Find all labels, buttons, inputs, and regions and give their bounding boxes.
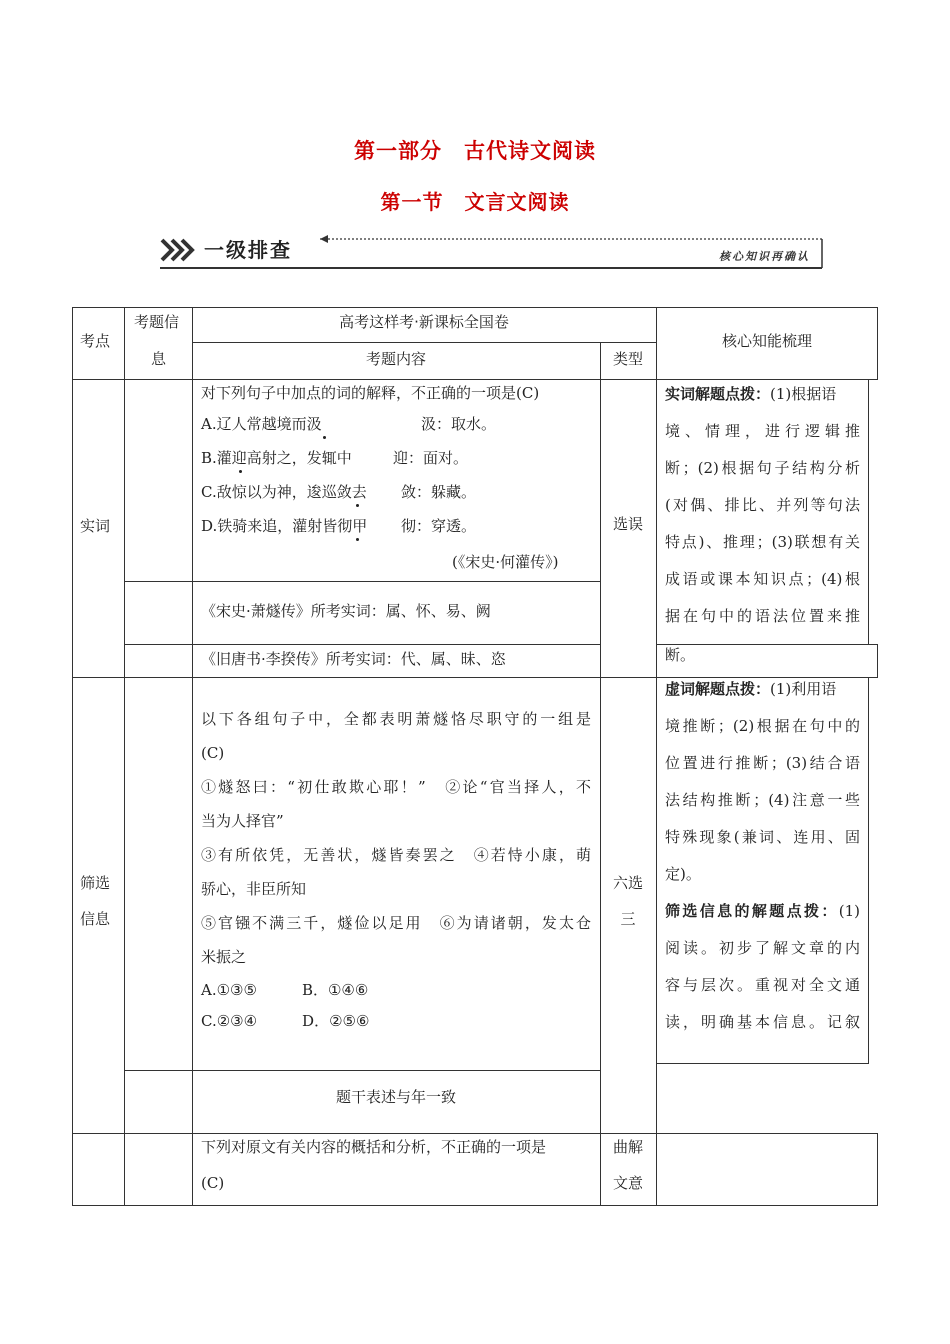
shaixuan-q-line4: 当为人择官”: [201, 812, 284, 830]
section-title: 第一节 文言文阅读: [380, 190, 570, 214]
shici-type: 选误: [612, 515, 643, 533]
shici-gloss-b: 迎：面对。: [393, 449, 469, 467]
xuci-tips-line6: 定)。: [665, 865, 701, 883]
xuci-tips-line2: 境推断；(2)根据在句中的: [665, 717, 860, 735]
banner-label: 一级排查: [204, 238, 292, 262]
shaixuan-tips-line2: 阅读。初步了解文章的内: [665, 939, 860, 957]
xuci-tips-text: (1)利用语: [770, 680, 837, 698]
section-banner: [160, 232, 828, 272]
header-info-line2: 息: [151, 350, 167, 368]
shaixuan-stem-note: 题干表述与年一致: [335, 1088, 456, 1106]
shici-option-d: D.铁骑来追，灌射皆彻甲: [201, 517, 368, 535]
row-shaixuan-label-1: 筛选: [80, 874, 111, 892]
shaixuan-tips-line1: [665, 893, 860, 930]
shici-tips-line8: 断。: [665, 646, 696, 664]
row-shici-label: 实词: [80, 517, 111, 535]
header-gaokao: 高考这样考·新课标全国卷: [339, 313, 509, 331]
shici-source: (《宋史·何灌传》): [452, 553, 559, 571]
shici-tips-line5: 特点)、推理；(3)联想有关: [665, 533, 860, 551]
row-shaixuan-label-2: 信息: [80, 910, 111, 928]
shici-tips-text: (1)根据语: [770, 385, 837, 403]
xuci-tips-line5: 特殊现象(兼词、连用、固: [665, 828, 860, 846]
shaixuan-q-line2: (C): [201, 744, 225, 762]
shaixuan-q-line10: C.②③④ D．②⑤⑥: [201, 1012, 370, 1030]
xuci-tips-line1: [665, 671, 836, 708]
shici-option-c: C.敌惊以为神，逡巡敛去: [201, 483, 367, 501]
gaikuo-q-line1: 下列对原文有关内容的概括和分析，不正确的一项是: [201, 1138, 547, 1156]
header-core: 核心知能梳理: [721, 332, 812, 350]
header-content: 考题内容: [365, 350, 426, 368]
shici-gloss-d: 彻：穿透。: [401, 517, 477, 535]
shici-option-a: A.辽人常越境而汲: [201, 415, 322, 433]
gaikuo-q-line2: (C): [201, 1174, 225, 1192]
shaixuan-tips-title: 筛选信息的解题点拨：: [665, 902, 839, 920]
shaixuan-q-line8: 米振之: [201, 948, 247, 966]
shici-extra-2: 《旧唐书·李揆传》所考实词：代、属、昧、恣: [201, 650, 506, 668]
shaixuan-q-line5: ③有所依凭，无善状，燧皆奏罢之 ④若恃小康，萌: [201, 846, 591, 864]
shici-gloss-a: 汲：取水。: [421, 415, 497, 433]
shici-tips-line4: (对偶、排比、并列等句法: [665, 496, 860, 514]
gaikuo-type-1: 曲解: [612, 1138, 643, 1156]
shici-tips-line6: 成语或课本知识点；(4)根: [665, 570, 860, 588]
shaixuan-q-line1: 以下各组句子中，全都表明萧燧恪尽职守的一组是: [201, 710, 591, 728]
shaixuan-q-line6: 骄心，非臣所知: [201, 880, 307, 898]
part-title: 第一部分 古代诗文阅读: [354, 139, 596, 163]
xuci-tips-line4: 法结构推断；(4)注意一些: [665, 791, 860, 809]
shaixuan-tips-text: (1): [838, 902, 860, 920]
shici-extra-1: 《宋史·萧燧传》所考实词：属、怀、易、阙: [201, 602, 491, 620]
shici-option-b: B.灌迎高射之，发辄中: [201, 449, 352, 467]
shaixuan-q-line3: ①燧怒曰：“初仕敢欺心耶！” ②论“官当择人，不: [201, 778, 591, 796]
xuci-tips-title: 虚词解题点拨：: [665, 680, 771, 698]
shici-tips-title: 实词解题点拨：: [665, 385, 771, 403]
shici-tips-line7: 据在句中的语法位置来推: [665, 607, 860, 625]
xuci-tips-line3: 位置进行推断；(3)结合语: [665, 754, 860, 772]
gaikuo-type-2: 文意: [612, 1174, 643, 1192]
shici-question-stem: 对下列句子中加点的词的解释，不正确的一项是(C): [201, 384, 540, 402]
header-kaodian: 考点: [80, 332, 111, 350]
shaixuan-type-2: 三: [620, 910, 636, 928]
header-type: 类型: [612, 350, 643, 368]
shaixuan-q-line9: A.①③⑤ B．①④⑥: [201, 981, 369, 999]
banner-subtitle: 核心知识再确认: [719, 250, 810, 263]
shici-tips-line1: [665, 376, 836, 413]
shaixuan-type-1: 六选: [612, 874, 643, 892]
shici-gloss-c: 敛：躲藏。: [401, 483, 477, 501]
shaixuan-tips-line4: 读，明确基本信息。记叙: [665, 1013, 860, 1031]
shaixuan-q-line7: ⑤官镪不满三千，燧俭以足用 ⑥为请诸朝，发太仓: [201, 914, 591, 932]
shici-tips-line2: 境、情理，进行逻辑推: [665, 422, 860, 440]
shaixuan-tips-line3: 容与层次。重视对全文通: [665, 976, 860, 994]
header-info-line1: 考题信: [134, 313, 180, 331]
shici-tips-line3: 断；(2)根据句子结构分析: [665, 459, 860, 477]
